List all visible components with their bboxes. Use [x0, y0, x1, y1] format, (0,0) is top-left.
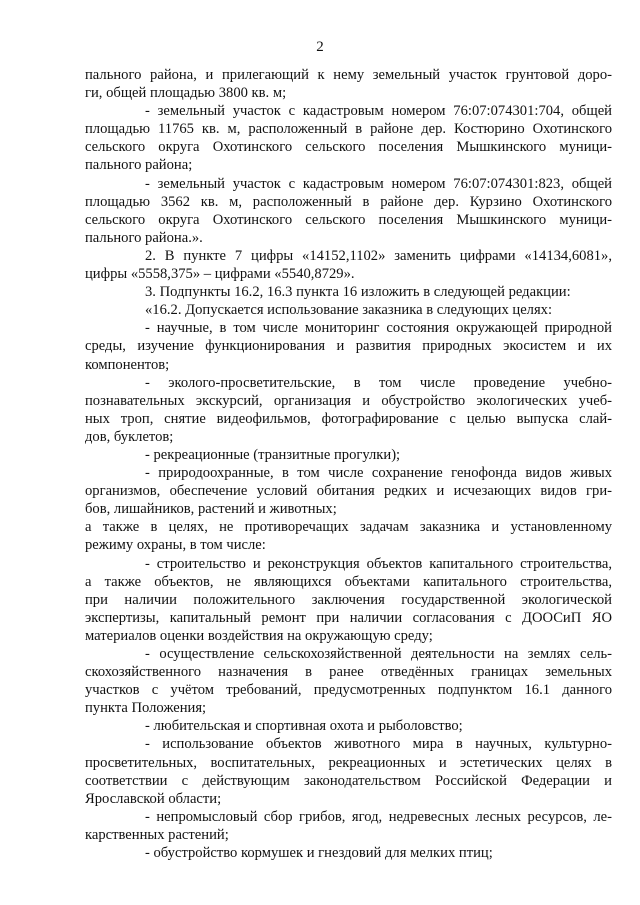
text-line: экспертизы, капитальный ремонт при наличии согласования с ДООСиП ЯО — [85, 609, 612, 626]
text-line: - земельный участок с кадастровым номером 76:07:074301:823, общей — [145, 175, 612, 192]
text-line: карственных растений; — [85, 826, 229, 843]
text-line: ных троп, снятие видеофильмов, фотографирование с целью выпуска слай- — [85, 410, 612, 427]
text-line: 2. В пункте 7 цифры «14152,1102» заменить цифрами «14134,6081», — [145, 247, 612, 264]
text-line: 3. Подпункты 16.2, 16.3 пункта 16 изложить в следующей редакции: — [145, 284, 571, 301]
text-line: бов, лишайников, растений и животных; — [85, 501, 337, 518]
text-line: соответствии с действующим законодательством Российской Федерации и — [85, 772, 612, 789]
text-line: - земельный участок с кадастровым номером 76:07:074301:704, общей — [145, 103, 612, 120]
text-line: - непромысловый сбор грибов, ягод, недревесных лесных ресурсов, ле- — [145, 808, 612, 825]
text-line: Ярославской области; — [85, 790, 222, 807]
text-line: пункта Положения; — [85, 700, 207, 717]
text-line: - строительство и реконструкция объектов капитального строительства, — [145, 555, 612, 572]
text-line: скохозяйственного назначения в ранее отведённых границах земельных — [85, 664, 612, 681]
page-number: 2 — [316, 39, 324, 55]
text-line: - научные, в том числе мониторинг состояния окружающей природной — [145, 320, 612, 337]
text-line: просветительных, воспитательных, рекреационных и эстетических целях в — [85, 754, 612, 771]
text-line: - эколого-просветительские, в том числе проведение учебно- — [145, 374, 612, 391]
text-line: сельского округа Охотинского сельского поселения Мышкинского муници- — [85, 139, 612, 156]
text-line: - рекреационные (транзитные прогулки); — [145, 446, 401, 463]
text-line: сельского округа Охотинского сельского поселения Мышкинского муници- — [85, 211, 612, 228]
text-line: дов, буклетов; — [85, 428, 174, 445]
text-line: материалов оценки воздействия на окружающую среду; — [85, 627, 433, 644]
text-line: площадью 11765 кв. м, расположенный в районе дер. Костюрино Охотинского — [85, 121, 612, 138]
text-line: цифры «5558,375» – цифрами «5540,8729». — [85, 266, 355, 283]
text-line: - природоохранные, в том числе сохранение генофонда видов живых — [145, 465, 612, 482]
document-body — [85, 66, 612, 862]
text-line: - обустройство кормушек и гнездовий для мелких птиц; — [145, 845, 493, 862]
text-line: а также объектов, не являющихся объектами капитального строительства, — [85, 573, 612, 590]
text-line: «16.2. Допускается использование заказника в следующих целях: — [145, 302, 553, 319]
text-line: ги, общей площадью 3800 кв. м; — [85, 85, 287, 102]
text-line: - любительская и спортивная охота и рыболовство; — [145, 718, 463, 735]
text-line: пального района, и прилегающий к нему земельный участок грунтовой доро- — [85, 67, 612, 83]
text-line: участков с учётом требований, предусмотренных подпунктом 16.1 данного — [85, 682, 612, 699]
text-line: - осуществление сельскохозяйственной деятельности на землях сель- — [145, 646, 612, 662]
text-line: при наличии положительного заключения государственной экологической — [85, 591, 612, 608]
text-line: организмов, обеспечение условий обитания редких и исчезающих видов гри- — [85, 483, 612, 500]
text-line: - использование объектов животного мира в научных, культурно- — [145, 736, 612, 753]
text-line: режиму охраны, в том числе: — [85, 537, 266, 554]
text-line: площадью 3562 кв. м, расположенный в районе дер. Курзино Охотинского — [85, 193, 612, 210]
text-line: познавательных экскурсий, организация и обустройство экологических учеб- — [85, 392, 612, 409]
text-line: пального района; — [85, 157, 193, 174]
text-line: компонентов; — [85, 356, 170, 373]
text-line: пального района.». — [85, 229, 203, 246]
text-line: а также в целях, не противоречащих задачам заказника и установленному — [85, 519, 612, 536]
text-line: среды, изучение функционирования и развития природных экосистем и их — [85, 338, 612, 355]
